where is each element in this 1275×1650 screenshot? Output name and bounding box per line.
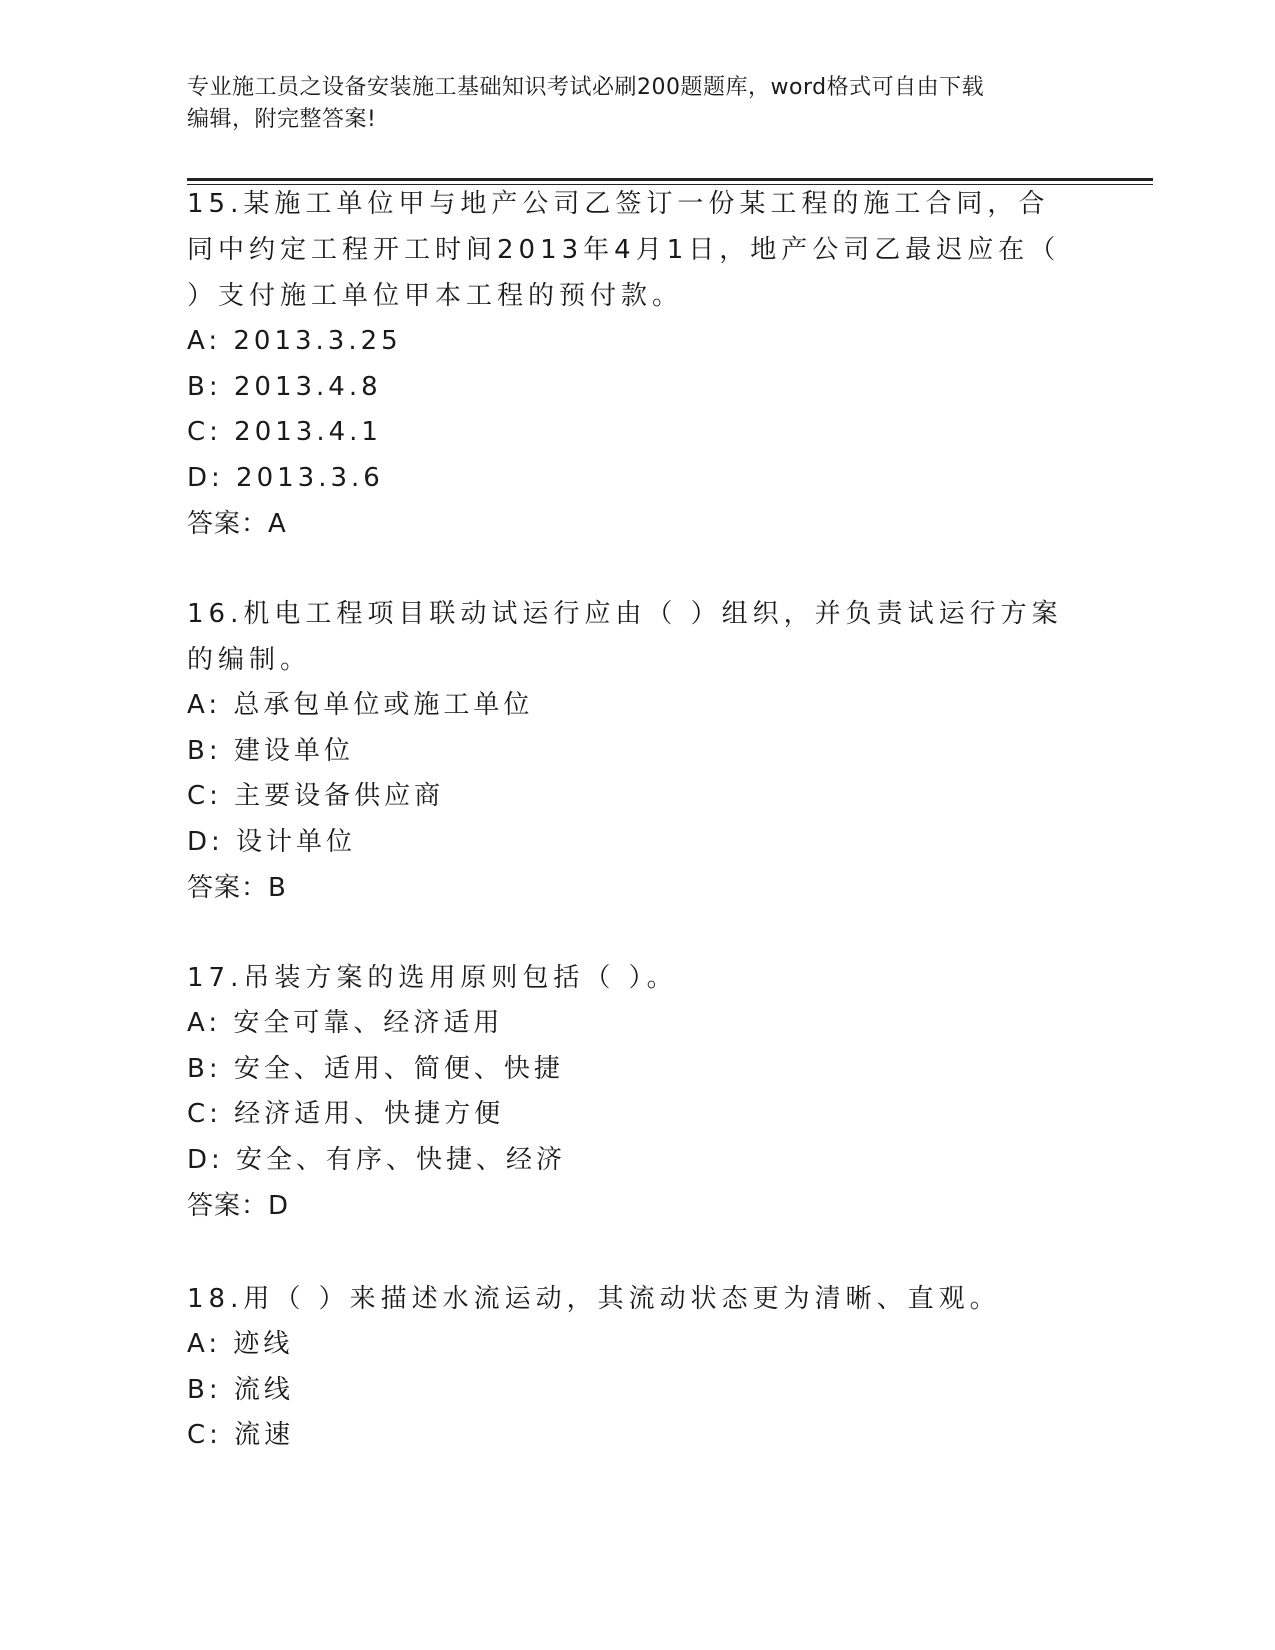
option-a: A: 安全可靠、经济适用 [187, 1008, 504, 1038]
option-a: A: 迹线 [187, 1329, 294, 1359]
option-a: A: 总承包单位或施工单位 [187, 690, 534, 720]
answer: 答案：A [187, 509, 287, 539]
option-d: D: 2013.3.6 [187, 462, 384, 493]
header-line-1: 专业施工员之设备安装施工基础知识考试必刷200题题库，word格式可自由下载 [187, 75, 985, 100]
question-text: 16.机电工程项目联动试运行应由（ ）组织，并负责试运行方案的编制。 [187, 599, 1063, 675]
option-d: D: 安全、有序、快捷、经济 [187, 1144, 567, 1175]
option-c: C: 2013.4.1 [187, 417, 382, 447]
option-b: B: 流线 [187, 1374, 294, 1405]
question-18 [187, 1276, 1067, 1459]
answer: 答案：D [187, 1191, 290, 1221]
option-b: B: 2013.4.8 [187, 371, 382, 402]
question-text: 18.用（ ）来描述水流运动，其流动状态更为清晰、直观。 [187, 1284, 1001, 1314]
question-text: 17.吊装方案的选用原则包括（ ）。 [187, 963, 678, 993]
answer: 答案：B [187, 873, 287, 903]
option-c: C: 主要设备供应商 [187, 781, 445, 811]
option-a: A: 2013.3.25 [187, 326, 402, 356]
option-d: D: 设计单位 [187, 826, 357, 857]
question-17 [187, 955, 1067, 1229]
question-16 [187, 591, 1067, 911]
option-b: B: 建设单位 [187, 735, 354, 766]
document-header [187, 72, 1087, 136]
header-line-2: 编辑，附完整答案! [187, 107, 377, 132]
option-c: C: 经济适用、快捷方便 [187, 1099, 505, 1129]
question-15 [187, 181, 1067, 547]
option-c: C: 流速 [187, 1420, 295, 1450]
question-text: 15.某施工单位甲与地产公司乙签订一份某工程的施工合同，合同中约定工程开工时间2013年4月1日，地产公司乙最迟应在（ ）支付施工单位甲本工程的预付款。 [187, 189, 1061, 311]
option-b: B: 安全、适用、简便、快捷 [187, 1053, 564, 1084]
